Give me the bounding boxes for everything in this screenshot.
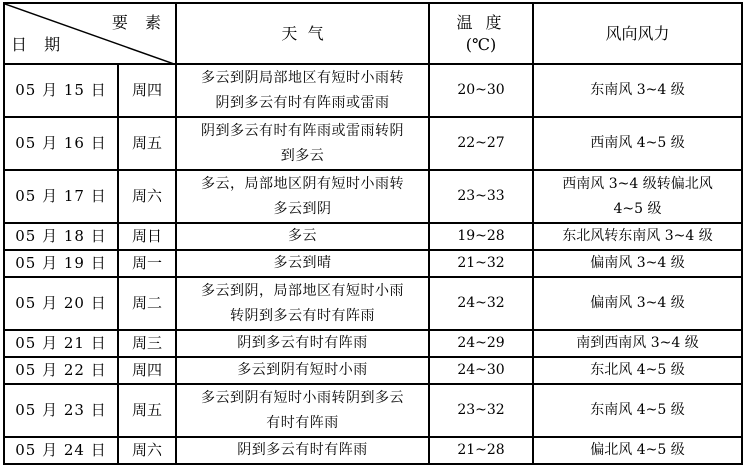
table-row [4,170,742,223]
date-text: 05 月 20 日 [15,294,107,312]
temp-cell [429,117,533,170]
weather-text: 多云到阴 [273,200,332,217]
table-row [4,357,742,384]
wind-cell [533,223,742,250]
weekday-cell [118,330,176,357]
weekday-text: 周二 [131,294,162,312]
weather-cell [176,117,429,170]
date-cell [4,250,118,277]
date-text: 05 月 17 日 [15,187,107,205]
wind-cell [533,437,742,464]
wind-text: 东北风转东南风 3~4 级 [562,228,713,244]
date-text: 05 月 19 日 [15,254,107,272]
weather-text: 转阴到多云有时有阵雨 [230,307,375,324]
wind-text: 东北风 4~5 级 [590,362,685,378]
weekday-text: 周三 [131,334,162,352]
weather-cell [176,64,429,117]
weather-header [176,3,429,64]
date-cell [4,170,118,223]
temp-cell [429,64,533,117]
date-text: 05 月 15 日 [15,81,107,99]
date-text: 05 月 23 日 [15,401,107,419]
temp-text: 20~30 [457,82,505,98]
table-row [4,223,742,250]
wind-text: 偏南风 3~4 级 [590,295,685,311]
weather-text: 多云，局部地区阴有短时小雨转 [201,175,404,192]
date-text: 05 月 24 日 [15,441,107,459]
wind-cell [533,277,742,330]
weather-text: 有时有阵雨 [266,414,339,431]
wind-text: 南到西南风 3~4 级 [576,335,699,351]
date-cell [4,357,118,384]
temp-cell [429,223,533,250]
weekday-text: 周五 [131,401,162,419]
date-text: 05 月 21 日 [15,334,107,352]
temp-text: 21~28 [457,442,505,458]
temp-text: 23~33 [457,188,505,204]
date-cell [4,117,118,170]
wind-text: 4~5 级 [613,200,662,217]
table-row [4,277,742,330]
temp-header-unit: (℃) [465,34,497,54]
forecast-table [3,2,743,465]
weekday-text: 周六 [131,441,162,459]
wind-text: 偏北风 4~5 级 [590,442,685,458]
weekday-cell [118,117,176,170]
weather-cell [176,170,429,223]
weekday-text: 周五 [131,134,162,152]
weekday-cell [118,250,176,277]
date-cell [4,330,118,357]
wind-text: 东南风 3~4 级 [590,82,685,98]
weekday-text: 周日 [131,227,162,245]
weather-cell [176,330,429,357]
wind-cell [533,117,742,170]
weekday-cell [118,357,176,384]
temp-text: 19~28 [457,228,505,244]
weather-text: 到多云 [280,147,325,164]
temp-cell [429,357,533,384]
weather-text: 阴到多云有时有阵雨或雷雨 [215,94,390,111]
table-row [4,250,742,277]
wind-cell [533,170,742,223]
weekday-cell [118,277,176,330]
weekday-cell [118,384,176,437]
weather-text: 阴到多云有时有阵雨 [237,335,368,351]
temp-cell [429,277,533,330]
date-text: 05 月 18 日 [15,227,107,245]
table-row [4,330,742,357]
weekday-text: 周一 [131,254,162,272]
wind-cell [533,384,742,437]
weather-text: 阴到多云有时有阵雨 [237,442,368,458]
weekday-cell [118,64,176,117]
temp-text: 24~30 [457,362,505,378]
date-cell [4,223,118,250]
weather-cell [176,437,429,464]
weather-text: 多云到阴有短时小雨转阴到多云 [201,389,404,406]
temp-cell [429,330,533,357]
temp-cell [429,437,533,464]
date-text: 05 月 16 日 [15,134,107,152]
table-row [4,384,742,437]
date-text: 05 月 22 日 [15,361,107,379]
date-cell [4,437,118,464]
temp-text: 24~32 [457,295,505,311]
weather-cell [176,384,429,437]
table-row [4,64,742,117]
temp-text: 24~29 [457,335,505,351]
weekday-cell [118,170,176,223]
weekday-cell [118,223,176,250]
corner-top-label: 要 素 [111,13,167,32]
wind-text: 东南风 4~5 级 [590,402,685,418]
weekday-cell [118,437,176,464]
wind-cell [533,330,742,357]
temp-cell [429,384,533,437]
weather-text: 多云到阴，局部地区有短时小雨 [201,282,404,299]
weekday-text: 周四 [131,361,162,379]
temp-text: 22~27 [457,135,505,151]
wind-cell [533,357,742,384]
weather-cell [176,223,429,250]
corner-header-cell [4,3,176,64]
weather-cell [176,277,429,330]
weekday-text: 周六 [131,187,162,205]
temp-cell [429,170,533,223]
weather-text: 多云到阴有短时小雨 [237,362,368,378]
date-cell [4,64,118,117]
table-row [4,117,742,170]
temp-text: 21~32 [457,255,505,271]
wind-text: 偏南风 3~4 级 [590,255,685,271]
wind-text: 西南风 3~4 级转偏北风 [562,175,713,192]
wind-cell [533,250,742,277]
temp-text: 23~32 [457,402,505,418]
date-cell [4,277,118,330]
header-row [4,3,742,64]
wind-text: 西南风 4~5 级 [590,135,685,151]
temp-cell [429,250,533,277]
temp-header-label: 温 度 [456,12,506,32]
weather-text: 多云到阴局部地区有短时小雨转 [201,69,404,86]
wind-header [533,3,742,64]
weather-text: 阴到多云有时有阵雨或雷雨转阴 [201,122,404,139]
temp-header [429,3,533,64]
weekday-text: 周四 [131,81,162,99]
date-cell [4,384,118,437]
weather-header-label: 天 气 [281,23,324,43]
wind-header-label: 风向风力 [605,23,670,43]
weather-text: 多云到晴 [273,255,332,271]
weather-cell [176,357,429,384]
table-row [4,437,742,464]
wind-cell [533,64,742,117]
weather-cell [176,250,429,277]
weather-text: 多云 [288,228,317,244]
corner-bottom-label: 日 期 [11,35,67,54]
